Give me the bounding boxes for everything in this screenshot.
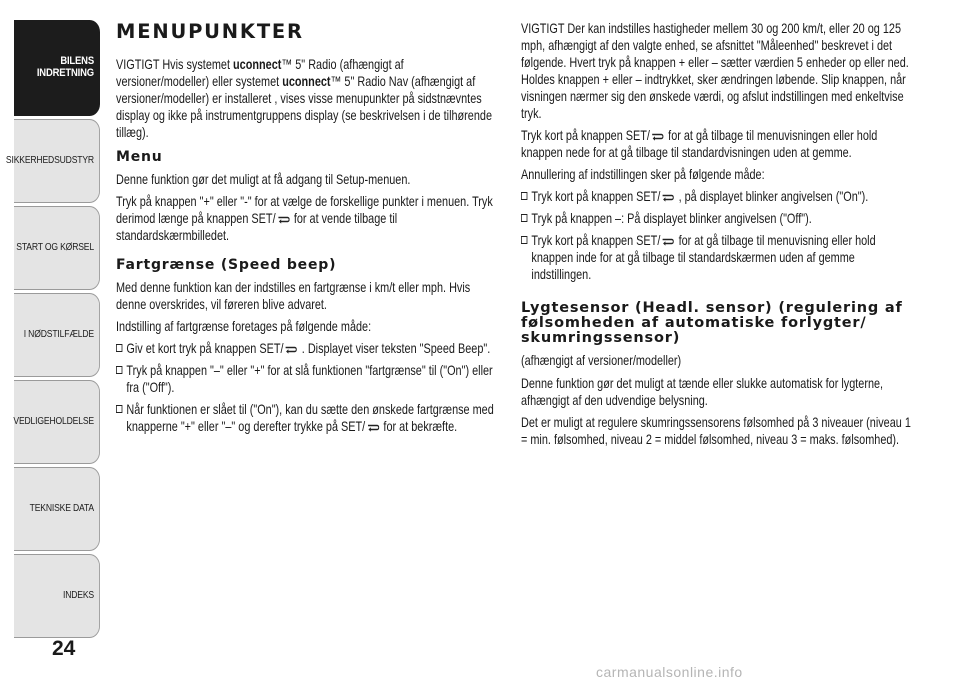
checkbox-square-icon [116,405,122,413]
right-column [521,20,913,453]
list-item [116,340,496,357]
tab-label: BILENS INDRETNING [36,55,94,79]
list-item-text [126,340,496,357]
list-item [521,232,913,283]
return-arrow-icon [652,132,664,141]
brand-uconnect: uconnect [282,74,331,89]
checkbox-square-icon [116,344,122,352]
menu-paragraph-2 [116,193,496,244]
intro-paragraph [116,56,496,141]
brand-uconnect: uconnect [233,57,282,72]
tab-label: INDEKS [62,590,94,601]
list-item-text [126,401,496,435]
sensor-heading: Lygtesensor (Headl. sensor) (regulering af følsomheden af automatiske forlygter/ skumringssensor) [521,300,903,346]
page-number: 24 [52,637,76,660]
checkbox-square-icon [521,236,527,244]
text: for at gå tilbage til menuvisning eller hold knappen inde for at gå tilbage til standardskærmen uden af gemme indstillingen. [531,233,876,282]
list-item-text: Tryk på knappen "–" eller "+" for at slå funktionen "fartgrænse" til ("On") eller fra ("Off"). [126,363,493,395]
list-item [521,188,913,205]
chapter-tabs [0,20,100,641]
tab-vedligeholdelse[interactable] [14,380,100,464]
menu-paragraph-1: Denne funktion gør det muligt at få adgang til Setup-menuen. [116,172,411,187]
tab-label: SIKKERHEDSUDSTYR [5,155,94,166]
sensor-paragraph-1: Denne funktion gør det muligt at tænde eller slukke automatisk for lygterne, afhængigt af den udvendige belysning. [521,376,884,408]
return-arrow-icon [285,345,297,354]
text: for at vende tilbage til standardskærmbilledet. [116,211,398,243]
tab-start-og-korsel[interactable] [14,206,100,290]
tab-bilens-indretning[interactable] [14,20,100,116]
checkbox-square-icon [521,192,527,200]
left-column [116,20,496,440]
important-paragraph: VIGTIGT Der kan indstilles hastigheder mellem 30 og 200 km/t, eller 20 og 125 mph, afhængigt af den valgte enhed, se afsnittet "Måleenhed" beskrevet i det følgende. Hvert tryk på knappen + eller – sætter værdien 5 enheder op eller ned. Holdes knappen + eller – indtrykket, sker ændringen løbende. Slip knappen, når visningen nærmer sig den ønskede værdi, og afslut indstillingen med enkeltvise tryk. [521,21,909,121]
watermark: carmanualsonline.info [596,664,743,680]
intro-text: VIGTIGT Hvis systemet [116,57,234,72]
text: Tryk kort på knappen SET/ [531,233,661,248]
tab-label: TEKNISKE DATA [29,503,94,514]
intro-text: ™ 5" Radio Nav (afhængigt af versioner/modeller) er installeret , vises visse menupunkter på sidstnævntes display og ikke på instrumentgruppens display (se beskrivelsen i de tilhørende tillæg). [116,74,492,140]
return-arrow-icon [662,193,674,202]
list-item-text [531,232,913,283]
text: Når funktionen er slået til ("On"), kan du sætte den ønskede fartgrænse med knapperne "+" eller "–" og derefter trykke på SET/ [126,402,494,434]
text: for at gå tilbage til menuvisningen eller hold knappen nede for at gå tilbage til standardvisningen uden at gemme. [521,128,878,160]
list-item [116,362,496,396]
text: Tryk kort på knappen SET/ [531,189,661,204]
checkbox-square-icon [116,366,122,374]
tab-i-nodstilfaelde[interactable] [14,293,100,377]
checkbox-square-icon [521,214,527,222]
speed-paragraph-1: Med denne funktion kan der indstilles en fartgrænse i km/t eller mph. Hvis denne overskrides, vil føreren blive advaret. [116,280,471,312]
text: Giv et kort tryk på knappen SET/ [126,341,284,356]
speed-heading: Fartgrænse (Speed beep) [116,257,337,273]
return-arrow-icon [367,423,379,432]
text: Tryk kort på knappen SET/ [521,128,650,143]
return-arrow-icon [662,237,674,246]
cancel-paragraph: Annullering af indstillingen sker på følgende måde: [521,167,765,182]
list-item [116,401,496,435]
list-item [521,210,913,227]
set-paragraph [521,127,913,161]
text: , på displayet blinker angivelsen ("On"). [675,189,869,204]
intro-text: ™ 5" Radio (afhængigt af versioner/modeller) eller systemet [116,57,404,89]
speed-paragraph-2: Indstilling af fartgrænse foretages på følgende måde: [116,319,372,334]
tab-indeks[interactable] [14,554,100,638]
tab-label: START OG KØRSEL [16,242,94,253]
sensor-subtitle: (afhængigt af versioner/modeller) [521,353,682,368]
list-item-text: Tryk på knappen –: På displayet blinker angivelsen ("Off"). [531,211,812,226]
text: . Displayet viser teksten "Speed Beep". [298,341,491,356]
text: for at bekræfte. [380,419,458,434]
tab-tekniske-data[interactable] [14,467,100,551]
tab-label: VEDLIGEHOLDELSE [13,416,94,427]
section-title: MENUPUNKTER [116,20,304,43]
text: Tryk på knappen "+" eller "-" for at vælge de forskellige punkter i menuen. Tryk derimod længe på knappen SET/ [116,194,493,226]
tab-sikkerhedsudstyr[interactable] [5,119,100,203]
tab-label: I NØDSTILFÆLDE [23,329,94,340]
return-arrow-icon [277,215,289,224]
menu-heading: Menu [116,149,163,165]
list-item-text [531,188,913,205]
sensor-paragraph-2: Det er muligt at regulere skumringssensorens følsomhed på 3 niveauer (niveau 1 = min. følsomhed, niveau 2 = middel følsomhed, niveau 3 = maks. følsomhed). [521,415,911,447]
